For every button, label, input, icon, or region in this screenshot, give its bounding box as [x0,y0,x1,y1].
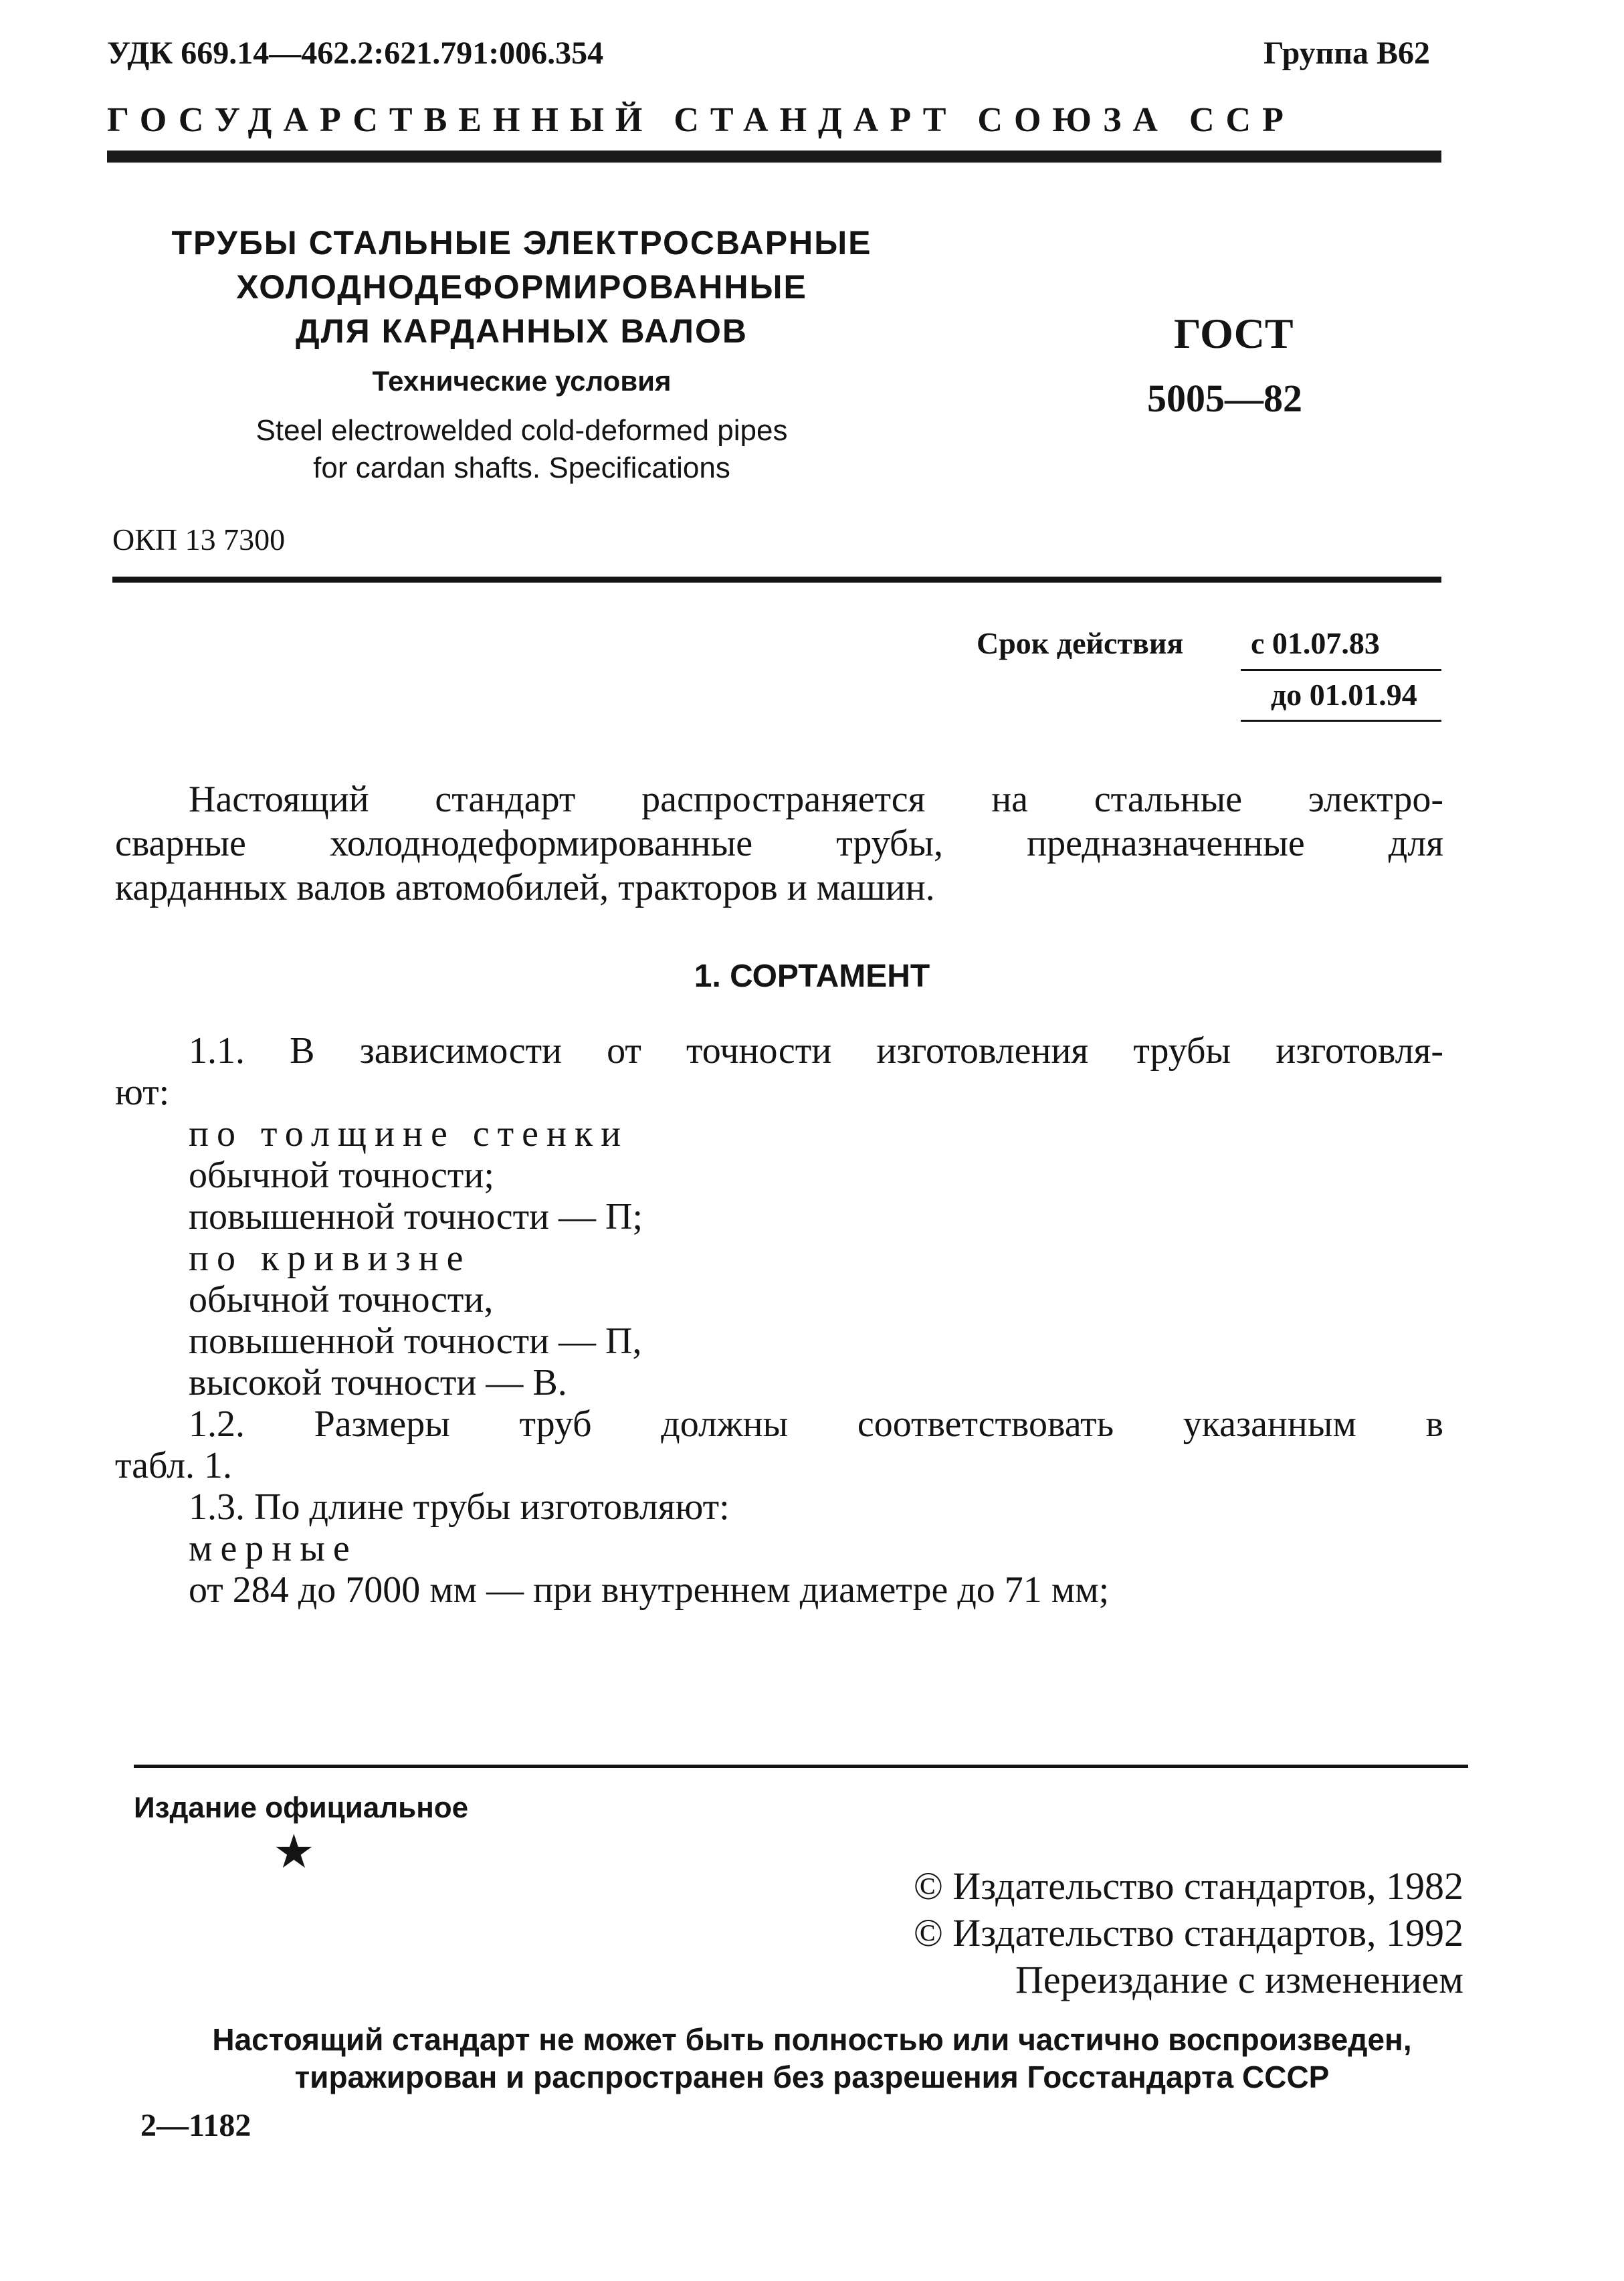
intro-line-2: сварные холоднодеформированные трубы, предназначенные для [115,823,1443,864]
header-rule [107,151,1441,163]
print-code: 2—1182 [140,2108,251,2143]
wall-thickness-heading: по толщине стенки [189,1113,629,1155]
clause-1-1-line-1: 1.1. В зависимости от точности изготовления трубы изготовля- [189,1030,1443,1072]
validity-underline [1241,720,1441,722]
validity-divider [1241,669,1441,671]
clause-1-2-line-2: табл. 1. [115,1445,233,1486]
footer-rule [134,1765,1468,1768]
clause-1-1-line-2: ют: [115,1072,170,1113]
group-code: Группа В62 [1263,35,1430,71]
title-line-3: ДЛЯ КАРДАННЫХ ВАЛОВ [296,312,748,350]
state-standard-heading: ГОСУДАРСТВЕННЫЙ СТАНДАРТ СОЮЗА ССР [107,101,1295,139]
gost-number: 5005—82 [1147,377,1302,420]
title-rule [112,577,1441,583]
measured-heading: мерные [189,1528,358,1569]
okp-code: ОКП 13 7300 [112,522,286,557]
gost-label: ГОСТ [1174,310,1294,357]
english-title-line-2: for cardan shafts. Specifications [313,452,730,484]
intro-line-1: Настоящий стандарт распространяется на стальные электро- [189,779,1443,820]
copyright-1992: © Издательство стандартов, 1992 [913,1911,1463,1955]
clause-1-2-line-1: 1.2. Размеры труб должны соответствовать указанным в [189,1403,1443,1445]
udk-code: УДК 669.14—462.2:621.791:006.354 [107,35,604,71]
intro-line-3: карданных валов автомобилей, тракторов и машин. [115,867,935,908]
validity-to: до 01.01.94 [1271,678,1417,712]
curvature-increased-accuracy: повышенной точности — П, [189,1320,642,1362]
star-icon: ★ [273,1827,315,1878]
reproduction-notice-line-2: тиражирован и распространен без разрешения Госстандарта СССР [294,2060,1330,2094]
official-edition-label: Издание официальное [134,1791,469,1824]
length-range: от 284 до 7000 мм — при внутреннем диаметре до 71 мм; [189,1569,1110,1611]
title-line-2: ХОЛОДНОДЕФОРМИРОВАННЫЕ [236,268,807,306]
copyright-1982: © Издательство стандартов, 1982 [913,1864,1463,1908]
english-title-line-1: Steel electrowelded cold-deformed pipes [256,414,788,447]
clause-1-3: 1.3. По длине трубы изготовляют: [189,1486,730,1528]
curvature-heading: по кривизне [189,1237,472,1279]
section-title: 1. СОРТАМЕНТ [694,959,930,994]
curvature-high-accuracy: высокой точности — В. [189,1362,567,1403]
title-block [127,221,916,487]
title-line-1: ТРУБЫ СТАЛЬНЫЕ ЭЛЕКТРОСВАРНЫЕ [171,224,872,262]
curvature-normal-accuracy: обычной точности, [189,1279,494,1320]
wall-increased-accuracy: повышенной точности — П; [189,1196,643,1237]
reissue-note: Переиздание с изменением [1015,1958,1463,2001]
validity-label: Срок действия [977,626,1184,660]
wall-normal-accuracy: обычной точности; [189,1155,494,1196]
validity-from: с 01.07.83 [1251,626,1380,660]
subtitle: Технические условия [372,365,672,397]
reproduction-notice-line-1: Настоящий стандарт не может быть полностью или частично воспроизведен, [212,2022,1412,2057]
